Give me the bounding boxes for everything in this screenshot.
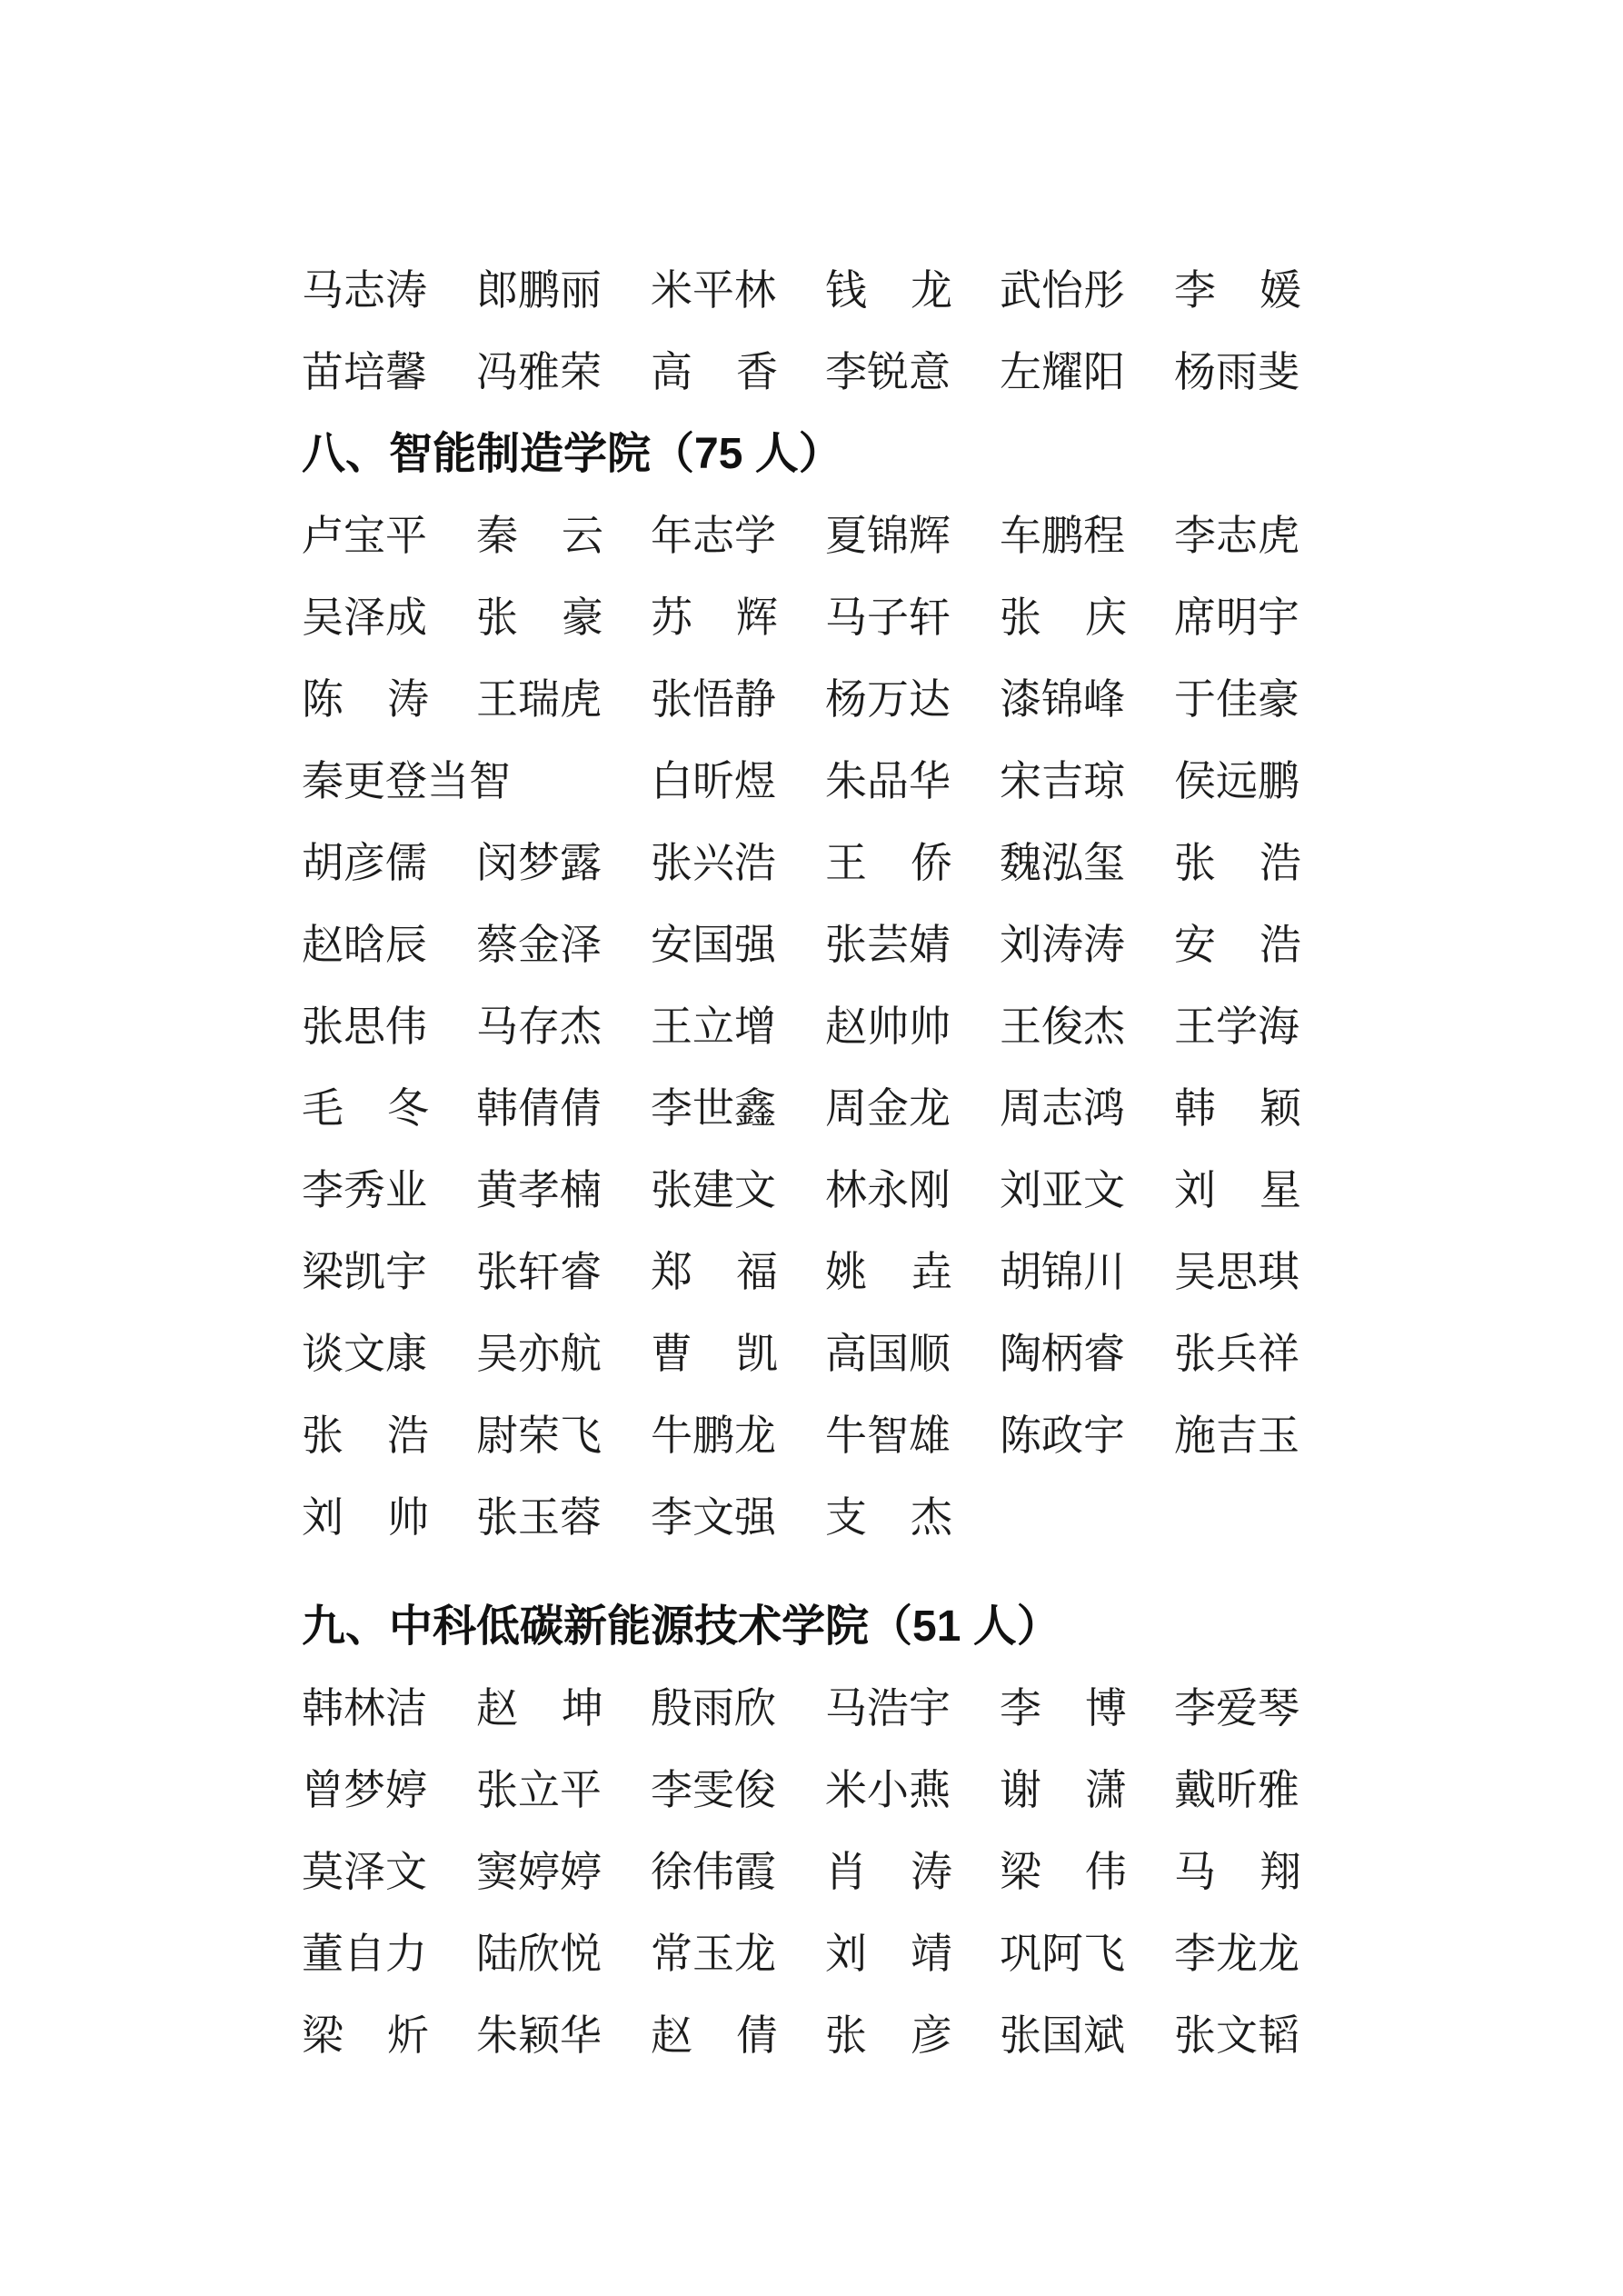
person-name: 米平林 (651, 267, 776, 314)
person-name: 秦更登当智 (302, 758, 511, 804)
person-name: 刘涛涛 (1000, 922, 1125, 968)
person-name: 胡彦儒 (302, 840, 427, 886)
person-name (476, 1685, 603, 1732)
person-name-char: 韩 (1174, 1085, 1216, 1132)
person-name: 牛智雄 (825, 1413, 951, 1459)
person-name-char: 潇 (1085, 1767, 1127, 1813)
name-row (302, 1668, 1305, 1750)
person-name: 吴思琪 (1174, 1249, 1299, 1295)
person-name (825, 2012, 952, 2059)
person-name-char: 豪 (562, 594, 603, 641)
person-name (1000, 1685, 1127, 1732)
person-name: 曾梦婷 (302, 1767, 427, 1813)
person-name: 杨万达 (825, 676, 951, 723)
person-name: 李龙龙 (1174, 1931, 1299, 1977)
name-row (302, 495, 1305, 577)
person-name (825, 1494, 952, 1541)
person-name (1174, 924, 1301, 966)
person-name: 张兵祥 (1174, 1331, 1299, 1377)
person-name-char: 浩 (1260, 922, 1301, 968)
person-name: 杨雨斐 (1174, 349, 1299, 395)
person-name: 高国顺 (825, 1331, 951, 1377)
name-row (302, 332, 1305, 414)
person-name-char: 龙 (911, 267, 952, 314)
person-name-char: 毛 (302, 1085, 344, 1132)
person-name: 吴亦航 (476, 1331, 602, 1377)
person-name: 林永刚 (825, 1167, 951, 1213)
person-name-char: 陈 (302, 676, 344, 723)
person-name: 张兴浩 (651, 840, 776, 886)
person-name: 王俊杰 (1000, 1003, 1125, 1050)
person-name: 张思伟 (302, 1003, 427, 1050)
person-name (476, 515, 603, 557)
person-name: 于佳豪 (1174, 676, 1299, 723)
name-row (302, 1477, 1305, 1559)
person-name: 马子轩 (825, 594, 951, 641)
person-name: 漆锦峰 (1000, 676, 1125, 723)
person-name: 巩阿飞 (1000, 1931, 1125, 1977)
name-row (302, 659, 1305, 741)
person-name (302, 676, 429, 723)
person-name: 王学海 (1174, 1003, 1299, 1050)
person-name-char: 梁 (1000, 1849, 1041, 1895)
person-name: 李秀业 (302, 1167, 427, 1213)
person-name (825, 267, 952, 314)
name-row (302, 1313, 1305, 1395)
person-name (825, 1933, 952, 1975)
person-name-char: 倩 (736, 2012, 778, 2059)
person-name-char: 高 (651, 349, 692, 395)
person-name-char: 李 (1174, 267, 1216, 314)
person-name-char: 刘 (302, 1494, 344, 1541)
person-name: 李志虎 (1174, 513, 1299, 559)
person-name: 李文强 (651, 1494, 776, 1541)
person-name-char: 王 (825, 840, 867, 886)
person-name-char: 杰 (911, 1494, 952, 1541)
person-name-char: 张 (825, 2012, 867, 2059)
person-name (651, 2012, 778, 2059)
person-name-char: 福 (736, 1249, 778, 1295)
person-name-char: 庆 (1085, 594, 1127, 641)
person-name: 赵晗辰 (302, 922, 427, 968)
person-name-char: 靖 (911, 1931, 952, 1977)
person-name-char: 秦 (476, 513, 518, 559)
person-name: 郎鹏丽 (476, 267, 602, 314)
person-name: 董自力 (302, 1931, 427, 1977)
person-name: 侯远鹏 (1174, 758, 1299, 804)
person-name: 韩倩倩 (476, 1085, 602, 1132)
name-row (302, 741, 1305, 823)
person-name (825, 1249, 952, 1295)
person-name: 苗培馨 (302, 349, 427, 395)
person-name-char: 侨 (911, 840, 952, 886)
person-name (651, 1333, 778, 1375)
name-row (302, 1150, 1305, 1232)
person-name: 陶柄睿 (1000, 1331, 1125, 1377)
person-name: 安国强 (651, 922, 776, 968)
person-name: 牛鹏龙 (651, 1413, 776, 1459)
person-name: 徐伟霞 (651, 1849, 776, 1895)
person-name-char: 刘 (1174, 1167, 1216, 1213)
person-name: 冯雅荣 (476, 349, 602, 395)
person-name: 宋吉琼 (1000, 758, 1125, 804)
person-name: 梁凯宇 (302, 1249, 427, 1295)
person-name (651, 349, 778, 395)
person-name-char: 苏 (651, 594, 692, 641)
name-row (302, 1913, 1305, 1995)
person-name-char: 赵 (476, 1685, 518, 1732)
person-name: 席明宇 (1174, 594, 1299, 641)
person-name (651, 1249, 778, 1295)
name-row (302, 1068, 1305, 1150)
person-name: 尉荣飞 (476, 1413, 602, 1459)
person-name: 朱颖华 (476, 2012, 602, 2059)
person-name: 张悟静 (651, 676, 776, 723)
name-row (302, 1832, 1305, 1913)
person-name-char: 张 (302, 1413, 344, 1459)
person-name: 窦婷婷 (476, 1849, 602, 1895)
section-heading: 八、智能制造学院（75 人） (302, 430, 842, 478)
person-name-char: 垚 (911, 1249, 952, 1295)
person-name-char: 炘 (387, 2012, 429, 2059)
name-row (302, 1232, 1305, 1313)
person-name: 马志涛 (302, 267, 427, 314)
person-name (302, 1494, 429, 1541)
person-name: 武怡彤 (1000, 267, 1125, 314)
person-name (302, 1415, 429, 1457)
person-name: 戴昕雅 (1174, 1767, 1299, 1813)
person-name-char: 赵 (651, 2012, 692, 2059)
person-name-char: 浩 (387, 1413, 429, 1459)
person-name-char: 李 (1000, 1685, 1041, 1732)
person-name (1174, 1167, 1301, 1213)
person-name-char: 媛 (1260, 267, 1301, 314)
person-name: 刘亚文 (1000, 1167, 1125, 1213)
person-name: 闵梦露 (476, 840, 602, 886)
person-name-char: 云 (562, 513, 603, 559)
name-row (302, 1750, 1305, 1832)
name-row (302, 250, 1305, 332)
name-row (302, 823, 1305, 904)
person-name-char: 冬 (387, 1085, 429, 1132)
document-content (302, 250, 1305, 2077)
person-name-char: 马 (1174, 1849, 1216, 1895)
person-name: 陆欣悦 (476, 1931, 602, 1977)
person-name-char: 颖 (1260, 1085, 1301, 1132)
person-name-char: 星 (1260, 1167, 1301, 1213)
person-name: 胡锦川 (1000, 1249, 1125, 1295)
person-name (476, 594, 603, 641)
person-name: 朱品华 (825, 758, 951, 804)
person-name: 张文韬 (1174, 2012, 1299, 2059)
person-name-char: 姚 (825, 1249, 867, 1295)
person-name (825, 1849, 952, 1895)
person-name (1174, 840, 1301, 886)
person-name: 李锐意 (825, 349, 951, 395)
person-name: 左耀阳 (1000, 349, 1125, 395)
person-name: 张建文 (651, 1167, 776, 1213)
person-name: 马浩宇 (825, 1685, 951, 1732)
person-name: 施吉玉 (1174, 1413, 1299, 1459)
person-name (651, 594, 778, 641)
person-name: 常玉龙 (651, 1931, 776, 1977)
person-name: 王立增 (651, 1003, 776, 1050)
person-name (1000, 1767, 1127, 1813)
name-row (302, 1395, 1305, 1477)
person-name: 谈文康 (302, 1331, 427, 1377)
person-name-char: 坤 (562, 1685, 603, 1732)
name-row (302, 577, 1305, 659)
person-name: 张玉蓉 (476, 1494, 602, 1541)
person-name (1174, 1849, 1301, 1895)
person-name-char: 肖 (825, 1849, 867, 1895)
person-name-char: 香 (736, 349, 778, 395)
person-name-char: 浩 (1260, 840, 1301, 886)
person-name-char: 支 (825, 1494, 867, 1541)
person-name (825, 840, 952, 886)
person-name-char: 涛 (911, 1849, 952, 1895)
person-name: 李世鑫 (651, 1085, 776, 1132)
person-name (1000, 594, 1127, 641)
person-name: 张芸婧 (825, 922, 951, 968)
person-name-char: 辉 (736, 594, 778, 641)
name-row (302, 1995, 1305, 2077)
person-name-char: 博 (1085, 1685, 1127, 1732)
person-name: 魏泓玺 (1000, 840, 1125, 886)
person-name: 李雯俊 (651, 1767, 776, 1813)
person-name: 蔡金泽 (476, 922, 602, 968)
person-name (1174, 1085, 1301, 1132)
person-name (302, 2012, 429, 2059)
name-row (302, 904, 1305, 986)
person-name: 年志学 (651, 513, 776, 559)
person-name-char: 彦 (911, 2012, 952, 2059)
person-name-char: 张 (476, 594, 518, 641)
person-name-char: 曹 (651, 1331, 692, 1377)
section-heading: 九、中科低碳新能源技术学院（51 人） (302, 1602, 1060, 1651)
person-name-char: 凯 (736, 1331, 778, 1377)
person-name: 夏锦辉 (825, 513, 951, 559)
person-name: 马存杰 (476, 1003, 602, 1050)
person-name: 张立平 (476, 1767, 602, 1813)
person-name: 张轩睿 (476, 1249, 602, 1295)
person-name-char: 帅 (387, 1494, 429, 1541)
person-name-char: 翔 (1260, 1849, 1301, 1895)
person-name-char: 郑 (651, 1249, 692, 1295)
person-name: 黄孝楠 (476, 1167, 602, 1213)
person-name: 陈政宇 (1000, 1413, 1125, 1459)
person-name-char: 安 (1174, 922, 1216, 968)
person-name-char: 梁 (302, 2012, 344, 2059)
person-name-char: 谢 (1000, 1767, 1041, 1813)
person-name (302, 1085, 429, 1132)
person-name: 周金龙 (825, 1085, 951, 1132)
person-name-char: 钱 (825, 267, 867, 314)
person-name: 韩林洁 (302, 1685, 427, 1732)
name-row (302, 986, 1305, 1068)
person-name: 吴泽成 (302, 594, 427, 641)
person-name: 殷雨欣 (651, 1685, 776, 1732)
person-name: 莫泽文 (302, 1849, 427, 1895)
person-name-char: 刘 (825, 1931, 867, 1977)
person-name: 李爱琴 (1174, 1685, 1299, 1732)
person-name: 米小燕 (825, 1767, 951, 1813)
person-name (1000, 1849, 1127, 1895)
person-name: 白昕煜 (651, 758, 776, 804)
person-name-char: 涛 (387, 676, 429, 723)
person-name: 卢宝平 (302, 513, 427, 559)
person-name: 赵帅帅 (825, 1003, 951, 1050)
person-name-char: 张 (1000, 594, 1041, 641)
person-name: 王瑞虎 (476, 676, 602, 723)
person-name: 张国斌 (1000, 2012, 1125, 2059)
person-name: 周志鸿 (1000, 1085, 1125, 1132)
person-name: 车鹏程 (1000, 513, 1125, 559)
person-name (1174, 267, 1301, 314)
person-name-char: 张 (1174, 840, 1216, 886)
person-name-char: 伟 (1085, 1849, 1127, 1895)
